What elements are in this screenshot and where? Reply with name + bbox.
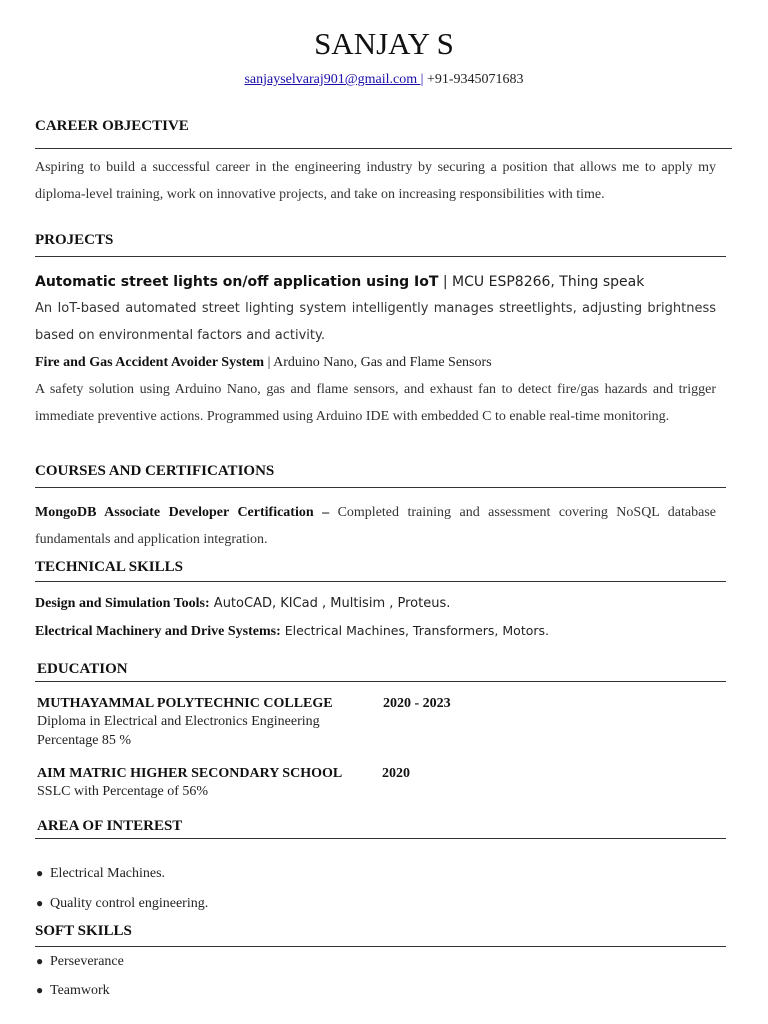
career-objective-text: Aspiring to build a successful career in the engineering industry by securing a position that allows me to apply my diploma-level training, work on innovative projects, and take on increasing responsibilities with time. (35, 160, 716, 202)
skill-value: Electrical Machines, Transformers, Motors. (280, 623, 549, 638)
bullet-icon: ● (36, 866, 44, 880)
project-title-line (35, 354, 725, 372)
phone-number: +91-9345071683 (423, 72, 524, 87)
list-item: ● Quality control engineering. (36, 896, 209, 911)
certification-text (35, 500, 716, 553)
project-tech: | Arduino Nano, Gas and Flame Sensors (264, 355, 492, 370)
school-name: AIM MATRIC HIGHER SECONDARY SCHOOL (37, 766, 343, 781)
school-years: 2020 (382, 766, 410, 781)
courses-divider (35, 487, 726, 488)
contact-line (0, 71, 768, 89)
email-link[interactable]: sanjayselvaraj901@gmail.com | (244, 72, 424, 87)
skill-label: Design and Simulation Tools: (35, 596, 210, 611)
bullet-icon: ● (36, 954, 44, 968)
education-heading: EDUCATION (37, 661, 128, 677)
candidate-name: SANJAY S (314, 26, 454, 61)
soft-skills-heading: SOFT SKILLS (35, 923, 132, 939)
bullet-icon: ● (36, 896, 44, 910)
list-item: ● Teamwork (36, 983, 110, 998)
projects-heading: PROJECTS (35, 232, 114, 248)
project-title-line (35, 273, 725, 291)
career-objective-heading: CAREER OBJECTIVE (35, 118, 189, 134)
education-detail: Percentage 85 % (37, 733, 132, 748)
bullet-icon: ● (36, 983, 44, 997)
project-tech: | MCU ESP8266, Thing speak (438, 274, 645, 290)
list-item: ● Perseverance (36, 954, 124, 969)
school-name: MUTHAYAMMAL POLYTECHNIC COLLEGE (37, 696, 333, 711)
certification-title: MongoDB Associate Developer Certification – (35, 505, 330, 520)
project-title: Automatic street lights on/off application using IoT (35, 274, 439, 290)
education-detail: Diploma in Electrical and Electronics Engineering (37, 714, 320, 729)
projects-divider (35, 256, 726, 257)
certification-description: Completed training and assessment covering NoSQL database fundamentals and application integration. (35, 505, 716, 547)
interest-heading: AREA OF INTEREST (37, 818, 183, 834)
courses-heading: COURSES AND CERTIFICATIONS (35, 463, 275, 479)
interest-divider (35, 838, 726, 839)
skill-label: Electrical Machinery and Drive Systems: (35, 624, 281, 639)
education-detail: SSLC with Percentage of 56% (37, 784, 209, 799)
education-divider (35, 681, 726, 682)
school-years: 2020 - 2023 (383, 696, 451, 711)
technical-skills-divider (35, 581, 726, 582)
technical-skills-heading: TECHNICAL SKILLS (35, 559, 183, 575)
career-objective-divider (35, 148, 732, 149)
skill-line (35, 622, 725, 641)
soft-skills-divider (35, 946, 726, 947)
project-title: Fire and Gas Accident Avoider System (35, 355, 265, 370)
skill-line (35, 595, 725, 613)
project-description: An IoT-based automated street lighting system intelligently manages streetlights, adjusting brightness based on environmental factors and activity. (35, 301, 716, 343)
project-description: A safety solution using Arduino Nano, gas and flame sensors, and exhaust fan to detect fire/gas hazards and trigger immediate preventive actions. Programmed using Arduino IDE with embedded C to enable real-time monitoring. (35, 382, 716, 424)
list-item: ● Electrical Machines. (36, 866, 166, 881)
skill-value: AutoCAD, KICad , Multisim , Proteus. (209, 596, 451, 611)
